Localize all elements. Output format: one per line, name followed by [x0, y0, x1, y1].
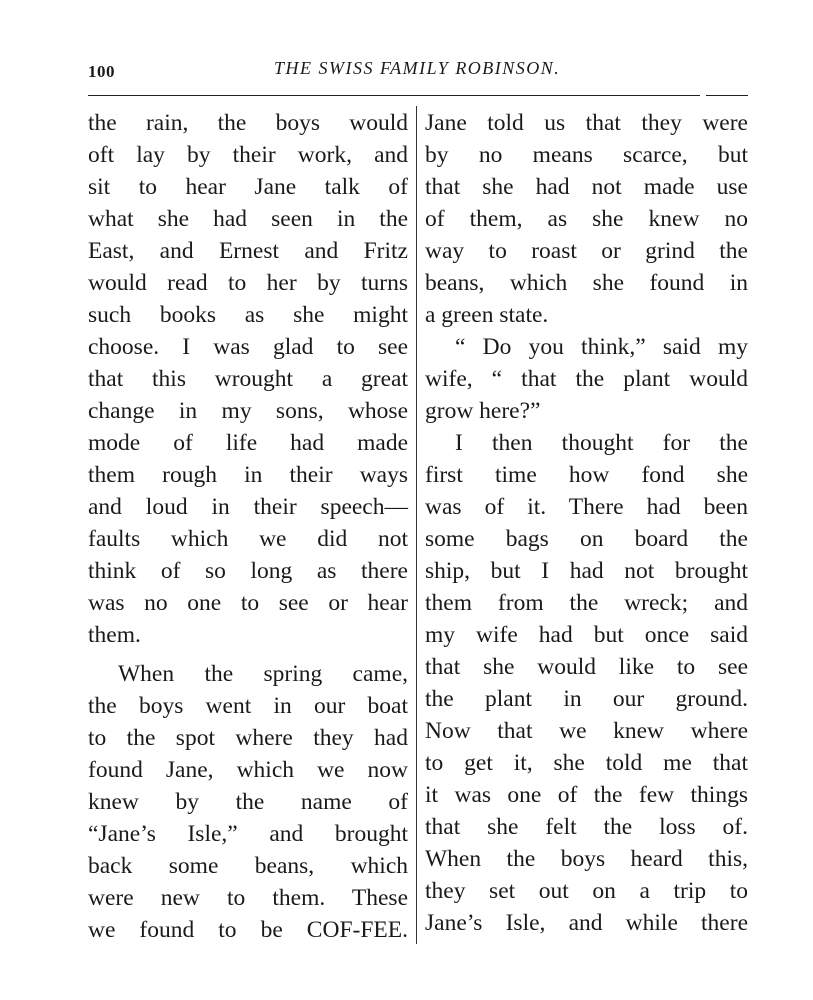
text-line: mode of life had made: [88, 430, 408, 456]
text-line: grow here?”: [425, 398, 541, 424]
text-line: ship, but I had not brought: [425, 558, 748, 584]
page-header: [88, 58, 748, 88]
text-line: to get it, she told me that: [425, 750, 748, 776]
text-line: knew by the name of: [88, 789, 408, 815]
text-line: some bags on board the: [425, 526, 748, 552]
text-line: were new to them. These: [88, 885, 408, 911]
text-line: by no means scarce, but: [425, 142, 748, 168]
column-divider: [416, 106, 417, 944]
text-line: change in my sons, whose: [88, 398, 408, 424]
text-line: sit to hear Jane talk of: [88, 174, 408, 200]
text-line: the boys went in our boat: [88, 693, 408, 719]
text-line: beans, which she found in: [425, 270, 748, 296]
text-line: oft lay by their work, and: [88, 142, 408, 168]
page-number: 100: [88, 62, 115, 81]
text-line: back some beans, which: [88, 853, 408, 879]
paragraph-start-line: I then thought for the: [455, 430, 748, 456]
text-line: they set out on a trip to: [425, 878, 748, 904]
text-line: faults which we did not: [88, 526, 408, 552]
text-line: Now that we knew where: [425, 718, 748, 744]
text-line: the plant in our ground.: [425, 686, 748, 712]
text-line: choose. I was glad to see: [88, 334, 408, 360]
text-line: first time how fond she: [425, 462, 748, 488]
paragraph-start-line: “ Do you think,” said my: [455, 334, 748, 360]
text-line: them.: [88, 622, 141, 648]
text-line: way to roast or grind the: [425, 238, 748, 264]
text-line: a green state.: [425, 302, 549, 328]
text-line: it was one of the few things: [425, 782, 748, 808]
header-rule: [88, 95, 700, 96]
text-line: found Jane, which we now: [88, 757, 408, 783]
text-line: Jane’s Isle, and while there: [425, 910, 748, 936]
text-line: When the boys heard this,: [425, 846, 748, 872]
text-line: them rough in their ways: [88, 462, 408, 488]
text-line: such books as she might: [88, 302, 408, 328]
text-line: that she would like to see: [425, 654, 748, 680]
paragraph-start-line: When the spring came,: [118, 661, 408, 687]
left-column: [88, 107, 408, 946]
text-line: and loud in their speech—: [88, 494, 408, 520]
text-line: East, and Ernest and Fritz: [88, 238, 408, 264]
text-line: of them, as she knew no: [425, 206, 748, 232]
text-line: was no one to see or hear: [88, 590, 408, 616]
text-line: Jane told us that they were: [425, 110, 748, 136]
text-line: my wife had but once said: [425, 622, 748, 648]
text-line: was of it. There had been: [425, 494, 748, 520]
text-line: think of so long as there: [88, 558, 408, 584]
text-line: what she had seen in the: [88, 206, 408, 232]
text-line: the rain, the boys would: [88, 110, 408, 136]
header-rule-tail: [706, 95, 748, 96]
text-line: would read to her by turns: [88, 270, 408, 296]
text-line: that she felt the loss of.: [425, 814, 748, 840]
text-line: to the spot where they had: [88, 725, 408, 751]
text-line: that this wrought a great: [88, 366, 408, 392]
right-column: [425, 107, 748, 939]
text-line: them from the wreck; and: [425, 590, 748, 616]
running-title: THE SWISS FAMILY ROBINSON.: [274, 58, 561, 78]
text-line: “Jane’s Isle,” and brought: [88, 821, 408, 847]
text-line: we found to be COF-FEE.: [88, 917, 408, 943]
text-line: that she had not made use: [425, 174, 748, 200]
text-line: wife, “ that the plant would: [425, 366, 748, 392]
